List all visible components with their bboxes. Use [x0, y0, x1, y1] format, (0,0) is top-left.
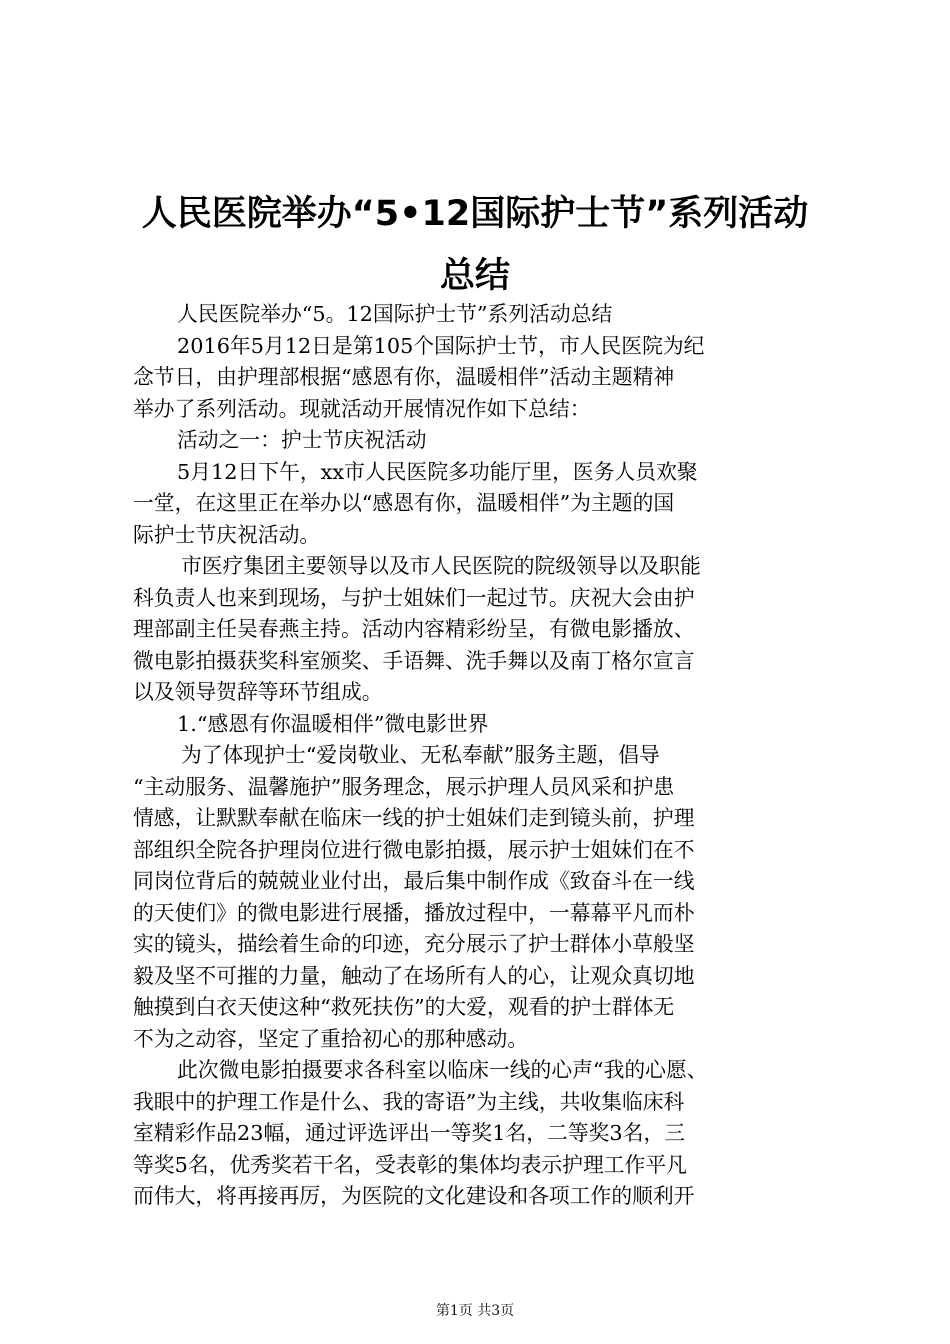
paragraph-line: 情感，让默默奉献在临床一线的护士姐妹们走到镜头前，护理: [133, 806, 695, 830]
paragraph-line: 部组织全院各护理岗位进行微电影拍摄，展示护士姐妹们在不: [133, 837, 695, 862]
paragraph-line: 室精彩作品23幅，通过评选评出一等奖1名，二等奖3名，三: [133, 1121, 686, 1145]
paragraph-line: 而伟大，将再接再厉，为医院的文化建设和各项工作的顺利开: [133, 1184, 695, 1208]
section-heading: 1.“感恩有你温暖相伴”微电影世界: [177, 711, 489, 736]
paragraph-line: 念节日，由护理部根据“感恩有你，温暖相伴”活动主题精神: [133, 365, 675, 389]
paragraph-line: 此次微电影拍摄要求各科室以临床一线的心声“我的心愿、: [177, 1058, 708, 1082]
paragraph-line: 一堂，在这里正在举办以“感恩有你，温暖相伴”为主题的国: [133, 491, 675, 515]
title-line-2: 总结: [439, 256, 510, 296]
paragraph-line: 为了体现护士“爱岗敬业、无私奉献”服务主题，倡导: [181, 743, 660, 767]
page-footer: 第1页 共3页: [435, 1303, 515, 1319]
section-heading: 活动之一：护士节庆祝活动: [177, 428, 427, 452]
paragraph-line: “主动服务、温馨施护”服务理念，展示护理人员风采和护患: [133, 774, 675, 799]
subtitle-line: 人民医院举办“5。12国际护士节”系列活动总结: [177, 302, 613, 326]
paragraph-line: 同岗位背后的兢兢业业付出，最后集中制作成《致奋斗在一线: [133, 869, 695, 893]
paragraph-line: 际护士节庆祝活动。: [133, 522, 321, 547]
paragraph-line: 等奖5名，优秀奖若干名，受表彰的集体均表示护理工作平凡: [133, 1152, 687, 1177]
paragraph-line: 以及领导贺辞等环节组成。: [133, 680, 383, 704]
paragraph-line: 的天使们》的微电影进行展播，播放过程中，一幕幕平凡而朴: [133, 900, 695, 925]
paragraph-line: 微电影拍摄获奖科室颁奖、手语舞、洗手舞以及南丁格尔宣言: [133, 648, 695, 673]
paragraph-line: 5月12日下午，xx市人民医院多功能厅里，医务人员欢聚: [177, 459, 698, 484]
paragraph-line: 我眼中的护理工作是什么、我的寄语”为主线，共收集临床科: [133, 1089, 685, 1114]
paragraph-line: 科负责人也来到现场，与护士姐妹们一起过节。庆祝大会由护: [133, 585, 695, 610]
paragraph-line: 毅及坚不可摧的力量，触动了在场所有人的心，让观众真切地: [133, 963, 695, 988]
title-line-1: 人民医院举办“5•12国际护士节”系列活动: [141, 194, 809, 234]
document-title: [120, 183, 830, 307]
paragraph-line: 不为之动容，坚定了重拾初心的那种感动。: [133, 1026, 529, 1051]
paragraph-line: 举办了系列活动。现就活动开展情况作如下总结：: [133, 396, 591, 421]
paragraph-line: 理部副主任吴春燕主持。活动内容精彩纷呈，有微电影播放、: [133, 617, 695, 641]
paragraph-line: 市医疗集团主要领导以及市人民医院的院级领导以及职能: [181, 554, 701, 578]
paragraph-line: 触摸到白衣天使这种“救死扶伤”的大爱，观看的护士群体无: [133, 995, 675, 1019]
paragraph-line: 实的镜头，描绘着生命的印迹，充分展示了护士群体小草般坚: [133, 932, 695, 956]
paragraph-line: 2016年5月12日是第105个国际护士节，市人民医院为纪: [177, 333, 705, 358]
document-body: [133, 299, 828, 1213]
